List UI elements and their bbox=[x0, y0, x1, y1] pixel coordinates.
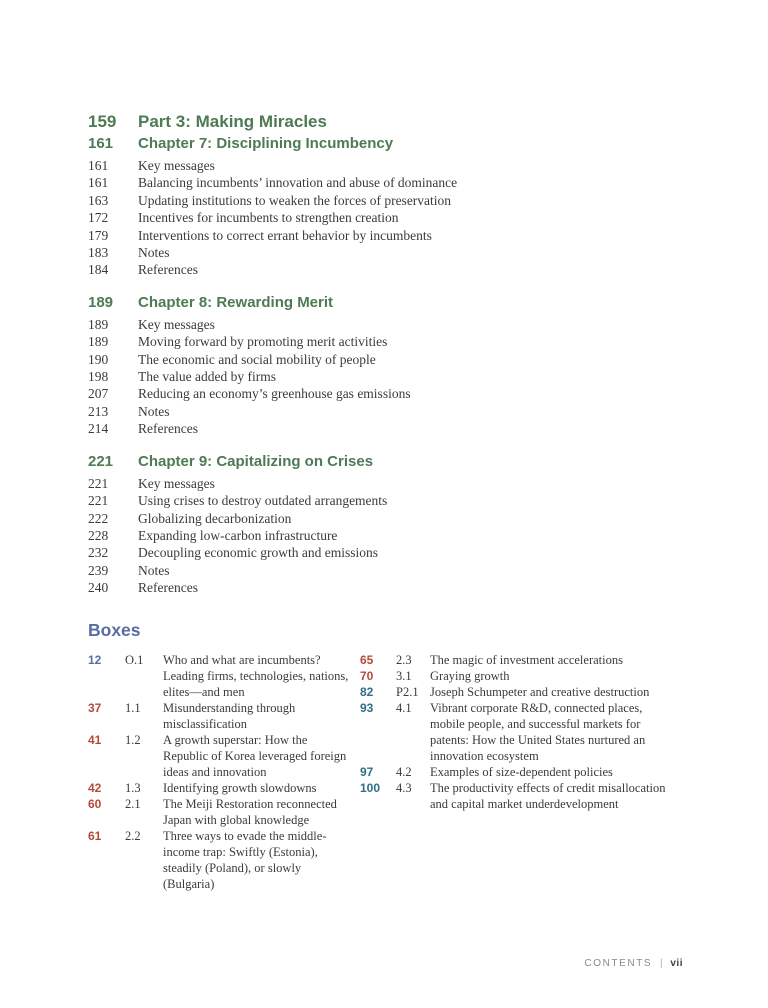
chapter-heading-row bbox=[88, 293, 684, 313]
section-title: The value added by firms bbox=[138, 369, 276, 385]
box-item bbox=[88, 780, 360, 796]
footer-page-number: vii bbox=[670, 958, 683, 969]
box-id: 1.2 bbox=[125, 732, 141, 747]
page-number: 172 bbox=[88, 210, 109, 226]
box-id: 2.2 bbox=[125, 828, 141, 843]
box-item bbox=[360, 764, 684, 780]
toc-entry-row bbox=[88, 351, 684, 368]
box-item bbox=[360, 700, 684, 764]
section-title: Balancing incumbents’ innovation and abuse of dominance bbox=[138, 175, 458, 191]
box-page-number: 70 bbox=[360, 668, 374, 683]
page-number: 189 bbox=[88, 334, 109, 350]
box-page-number: 37 bbox=[88, 700, 102, 715]
page-number: 221 bbox=[88, 452, 114, 470]
box-title: Graying growth bbox=[430, 668, 510, 683]
toc-entry-list bbox=[88, 475, 684, 597]
page-number: 221 bbox=[88, 475, 109, 491]
part-heading-row bbox=[88, 110, 684, 134]
page-footer bbox=[584, 958, 683, 969]
page-number: 183 bbox=[88, 245, 109, 261]
box-id: P2.1 bbox=[396, 684, 419, 699]
box-item bbox=[360, 684, 684, 700]
boxes-column-left bbox=[88, 652, 360, 892]
toc-entry-row bbox=[88, 227, 684, 244]
toc-entry-row bbox=[88, 368, 684, 385]
box-title: The magic of investment accelerations bbox=[430, 652, 623, 667]
box-id: 2.1 bbox=[125, 796, 141, 811]
section-title: References bbox=[138, 262, 198, 278]
toc-entry-row bbox=[88, 492, 684, 509]
page-number: 189 bbox=[88, 293, 114, 311]
page-number: 240 bbox=[88, 580, 109, 596]
box-item bbox=[88, 796, 360, 828]
toc-entry-row bbox=[88, 544, 684, 561]
page-number: 161 bbox=[88, 175, 109, 191]
boxes-heading: Boxes bbox=[88, 619, 141, 640]
box-title: Examples of size-dependent policies bbox=[430, 764, 613, 779]
box-id: 1.1 bbox=[125, 700, 141, 715]
toc-entry-row bbox=[88, 579, 684, 596]
box-id: O.1 bbox=[125, 652, 144, 667]
section-title: Globalizing decarbonization bbox=[138, 510, 292, 526]
box-id: 2.3 bbox=[396, 652, 412, 667]
box-title: The productivity effects of credit misallocation and capital market underdevelopment bbox=[430, 780, 666, 811]
page-number: 221 bbox=[88, 493, 109, 509]
box-title: Joseph Schumpeter and creative destruction bbox=[430, 684, 650, 699]
box-title: Identifying growth slowdowns bbox=[163, 780, 317, 795]
page-number: 163 bbox=[88, 192, 109, 208]
footer-section-label: CONTENTS bbox=[584, 958, 653, 969]
chapter-title: Chapter 8: Rewarding Merit bbox=[138, 293, 334, 311]
toc-entry-row bbox=[88, 385, 684, 402]
box-page-number: 60 bbox=[88, 796, 102, 811]
box-page-number: 42 bbox=[88, 780, 102, 795]
section-title: Decoupling economic growth and emissions bbox=[138, 545, 378, 561]
toc-entry-row bbox=[88, 333, 684, 350]
page-number: 213 bbox=[88, 403, 109, 419]
toc-entry-row bbox=[88, 527, 684, 544]
page-number: 189 bbox=[88, 316, 109, 332]
toc-group-chapter9 bbox=[88, 452, 684, 597]
box-page-number: 12 bbox=[88, 652, 102, 667]
toc-entry-row bbox=[88, 244, 684, 261]
page-number: 161 bbox=[88, 158, 109, 173]
page-number: 207 bbox=[88, 386, 109, 402]
chapter-title: Chapter 9: Capitalizing on Crises bbox=[138, 452, 374, 470]
section-title: Reducing an economy’s greenhouse gas emissions bbox=[138, 386, 411, 402]
page-number: 228 bbox=[88, 527, 109, 543]
toc-content bbox=[88, 110, 684, 892]
box-item bbox=[88, 828, 360, 892]
toc-entry-row bbox=[88, 209, 684, 226]
footer-separator: | bbox=[659, 958, 663, 969]
section-title: Expanding low-carbon infrastructure bbox=[138, 527, 338, 543]
section-title: Updating institutions to weaken the forces of preservation bbox=[138, 192, 452, 208]
box-title: The Meiji Restoration reconnected Japan with global knowledge bbox=[163, 796, 337, 827]
toc-entry-row bbox=[88, 475, 684, 492]
toc-entry-row bbox=[88, 157, 684, 174]
section-title: Key messages bbox=[138, 158, 215, 173]
box-item bbox=[88, 732, 360, 780]
toc-entry-list bbox=[88, 157, 684, 279]
box-item bbox=[360, 652, 684, 668]
toc-entry-row bbox=[88, 420, 684, 437]
chapter-heading-row bbox=[88, 134, 684, 154]
section-title: Incentives for incumbents to strengthen creation bbox=[138, 210, 399, 226]
boxes-columns bbox=[88, 652, 684, 892]
toc-entry-row bbox=[88, 192, 684, 209]
toc-entry-row bbox=[88, 174, 684, 191]
toc-group-chapter8 bbox=[88, 293, 684, 438]
box-id: 3.1 bbox=[396, 668, 412, 683]
page-number: 198 bbox=[88, 369, 109, 385]
toc-entry-row bbox=[88, 510, 684, 527]
page-number: 214 bbox=[88, 421, 109, 437]
box-item bbox=[88, 652, 360, 700]
box-page-number: 100 bbox=[360, 780, 381, 795]
chapter-title: Chapter 7: Disciplining Incumbency bbox=[138, 135, 394, 152]
box-title: Three ways to evade the middle-income trap: Swiftly (Estonia), steadily (Poland), or slowly (Bulgaria) bbox=[163, 828, 327, 891]
box-title: Misunderstanding through misclassification bbox=[163, 700, 296, 731]
section-title: The economic and social mobility of people bbox=[138, 351, 376, 367]
section-title: Notes bbox=[138, 403, 170, 419]
toc-entry-row bbox=[88, 403, 684, 420]
section-title: Notes bbox=[138, 562, 170, 578]
part-title: Part 3: Making Miracles bbox=[138, 112, 327, 131]
page-number: 159 bbox=[88, 112, 117, 131]
page-number: 222 bbox=[88, 510, 109, 526]
page-number: 179 bbox=[88, 227, 109, 243]
page-number: 161 bbox=[88, 135, 114, 152]
box-item bbox=[360, 668, 684, 684]
page-number: 232 bbox=[88, 545, 109, 561]
chapter-heading-row bbox=[88, 452, 684, 472]
box-page-number: 97 bbox=[360, 764, 374, 779]
box-page-number: 41 bbox=[88, 732, 102, 747]
toc-entry-row bbox=[88, 562, 684, 579]
box-id: 4.3 bbox=[396, 780, 412, 795]
page-number: 239 bbox=[88, 562, 109, 578]
section-title: Using crises to destroy outdated arrangements bbox=[138, 493, 388, 509]
section-title: References bbox=[138, 580, 198, 596]
section-title: Notes bbox=[138, 245, 170, 261]
section-title: Key messages bbox=[138, 475, 215, 491]
box-page-number: 65 bbox=[360, 652, 374, 667]
toc-entry-list bbox=[88, 316, 684, 438]
page-number: 190 bbox=[88, 351, 109, 367]
toc-entry-row bbox=[88, 261, 684, 278]
boxes-column-right bbox=[360, 652, 684, 892]
page-number: 184 bbox=[88, 262, 109, 278]
box-title: Who and what are incumbents? Leading firms, technologies, nations, elites—and men bbox=[163, 652, 349, 699]
toc-group-part3 bbox=[88, 110, 684, 279]
section-title: Key messages bbox=[138, 316, 215, 332]
box-item bbox=[88, 700, 360, 732]
section-title: Interventions to correct errant behavior by incumbents bbox=[138, 227, 432, 243]
box-id: 4.1 bbox=[396, 700, 412, 715]
toc-entry-row bbox=[88, 316, 684, 333]
box-page-number: 82 bbox=[360, 684, 374, 699]
box-page-number: 61 bbox=[88, 828, 102, 843]
box-title: A growth superstar: How the Republic of Korea leveraged foreign ideas and innovation bbox=[163, 732, 347, 779]
box-id: 4.2 bbox=[396, 764, 412, 779]
box-page-number: 93 bbox=[360, 700, 374, 715]
box-item bbox=[360, 780, 684, 812]
box-title: Vibrant corporate R&D, connected places, mobile people, and successful markets for patents: How the United States nurtured an innovation ecosystem bbox=[430, 700, 646, 763]
box-id: 1.3 bbox=[125, 780, 141, 795]
section-title: References bbox=[138, 421, 198, 437]
section-title: Moving forward by promoting merit activities bbox=[138, 334, 388, 350]
